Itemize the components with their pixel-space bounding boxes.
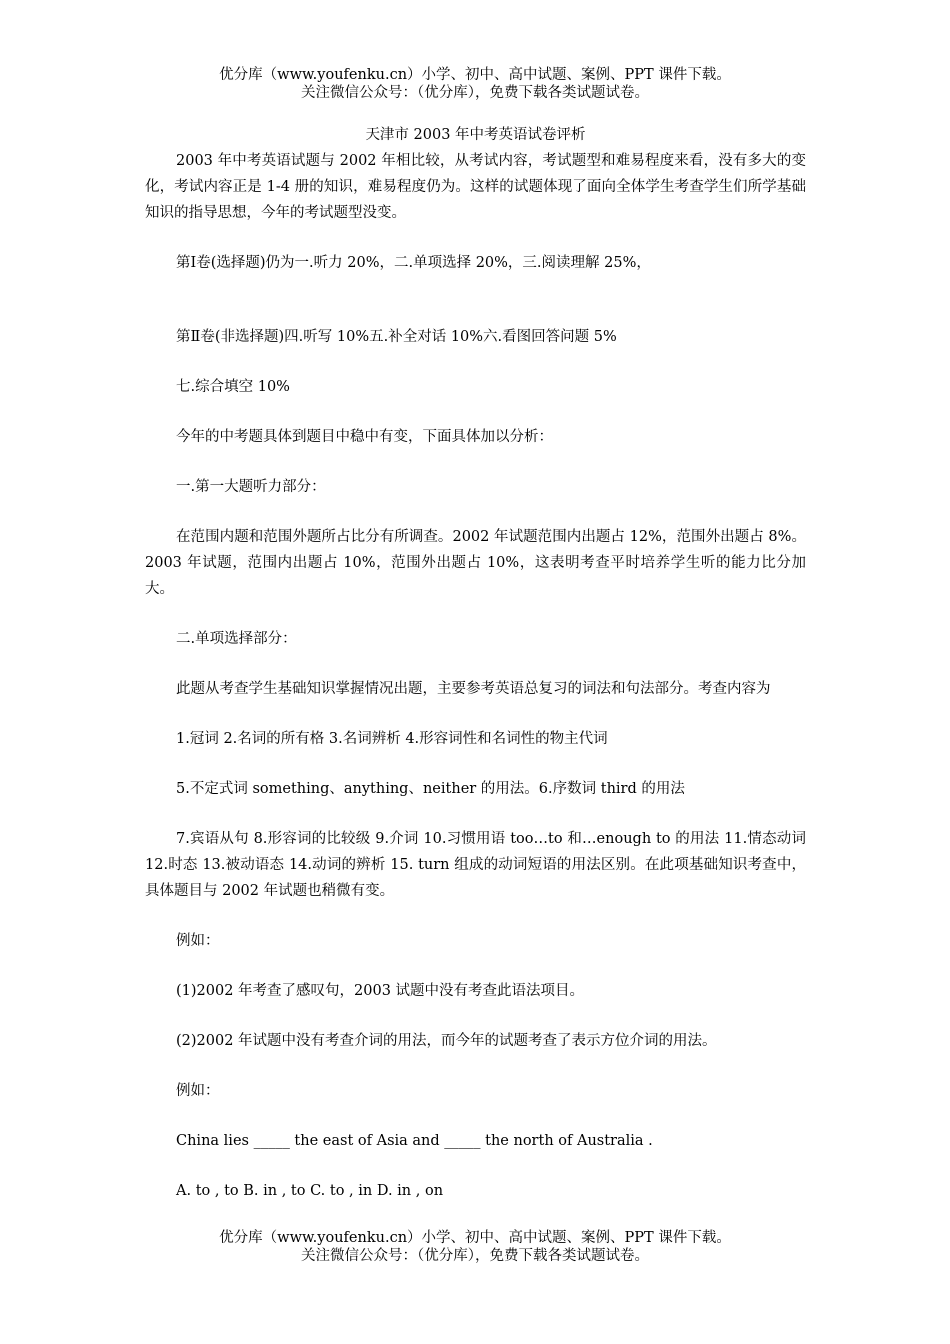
heading-single-choice: 二.单项选择部分： — [176, 631, 297, 647]
page-header — [0, 66, 950, 102]
header-line-1: 优分库（www.youfenku.cn）小学、初中、高中试题、案例、PPT 课件下载。 — [219, 67, 731, 83]
paragraph-listening: 在范围内题和范围外题所占比分有所调查。2002 年试题范围内出题占 12%，范围外出题占 8%。2003 年试题，范围内出题占 10%，范围外出题占 10%，这表明考查平时培养学生听的能力比分加大。 — [145, 529, 806, 597]
paragraph-intro: 2003 年中考英语试题与 2002 年相比较，从考试内容，考试题型和难易程度来看，没有多大的变化，考试内容正是 1-4 册的知识，难易程度仍为。这样的试题体现了面向全体学生考查学生们所学基础知识的指导思想，今年的考试题型没变。 — [145, 153, 806, 221]
paragraph-volume-2: 第Ⅱ卷(非选择题)四.听写 10%五.补全对话 10%六.看图回答问题 5% — [176, 329, 617, 345]
example-label-2: 例如： — [176, 1083, 220, 1099]
paragraph-volume-1: 第Ⅰ卷(选择题)仍为一.听力 20%，二.单项选择 20%，三.阅读理解 25%， — [176, 255, 651, 271]
footer-line-1: 优分库（www.youfenku.cn）小学、初中、高中试题、案例、PPT 课件下载。 — [219, 1230, 731, 1246]
page-footer — [0, 1229, 950, 1265]
heading-listening: 一.第一大题听力部分： — [176, 479, 326, 495]
footer-line-2: 关注微信公众号：（优分库），免费下载各类试题试卷。 — [301, 1248, 649, 1264]
example-question: China lies _____ the east of Asia and _____ the north of Australia . — [176, 1133, 653, 1149]
paragraph-section-7: 七.综合填空 10% — [176, 379, 290, 395]
header-line-2: 关注微信公众号：（优分库），免费下载各类试题试卷。 — [301, 85, 649, 101]
example-label-1: 例如： — [176, 933, 220, 949]
paragraph-single-choice: 此题从考查学生基础知识掌握情况出题，主要参考英语总复习的词法和句法部分。考查内容为 — [176, 681, 771, 697]
example-item-2: (2)2002 年试题中没有考查介词的用法，而今年的试题考查了表示方位介词的用法。 — [176, 1033, 717, 1049]
list-line-1: 1.冠词 2.名词的所有格 3.名词辨析 4.形容词性和名词性的物主代词 — [176, 731, 608, 747]
list-line-3: 7.宾语从句 8.形容词的比较级 9.介词 10.习惯用语 too…to 和…enough to 的用法 11.情态动词 12.时态 13.被动语态 14.动词的辨析 15. turn 组成的动词短语的用法区别。在此项基础知识考查中，具体题目与 2002 年试题也稍微有变。 — [145, 831, 806, 899]
document-title: 天津市 2003 年中考英语试卷评析 — [365, 127, 586, 143]
list-line-2: 5.不定式词 something、anything、neither 的用法。6.序数词 third 的用法 — [176, 781, 685, 797]
paragraph-analysis-intro: 今年的中考题具体到题目中稳中有变，下面具体加以分析： — [176, 429, 553, 445]
example-options: A. to , to B. in , to C. to , in D. in , on — [176, 1183, 444, 1199]
document-body — [145, 122, 806, 1204]
example-item-1: (1)2002 年考查了感叹句，2003 试题中没有考查此语法项目。 — [176, 983, 585, 999]
